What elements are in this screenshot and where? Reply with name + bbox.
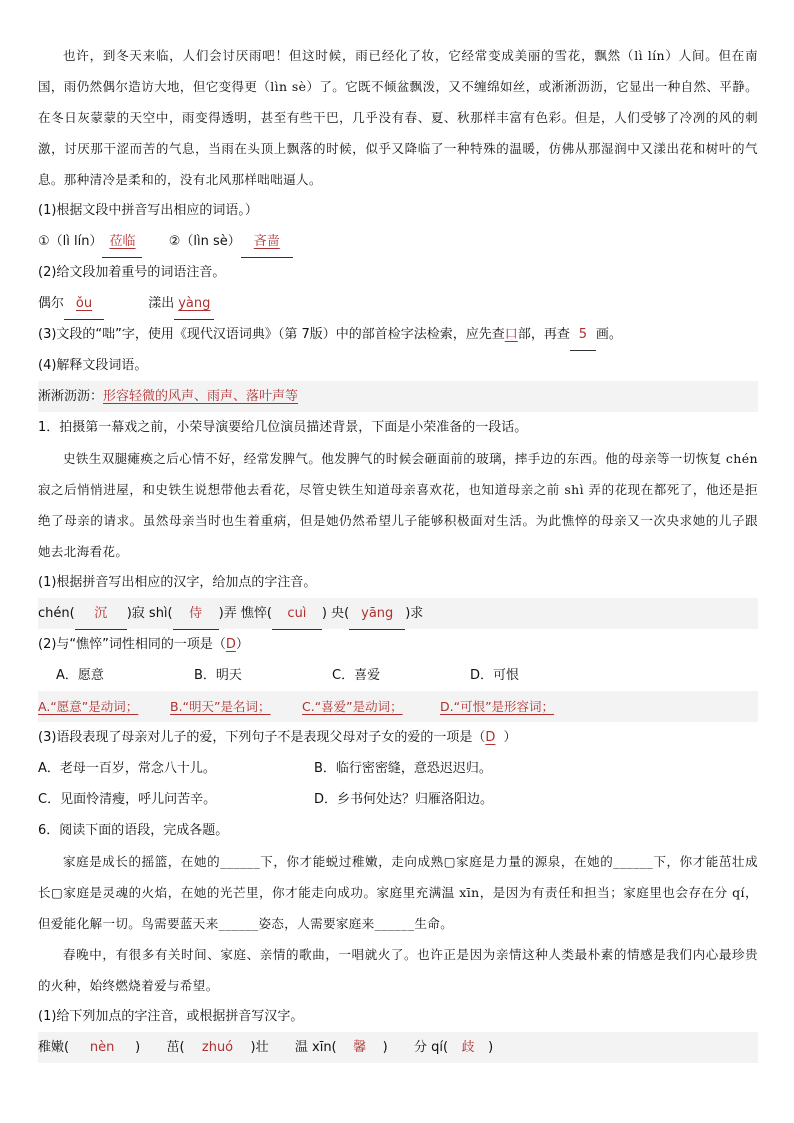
- q2-sub2-answer: D: [225, 637, 236, 652]
- q2-explain-a: A.“愿意”是动词；: [38, 699, 139, 714]
- q2-option-d[interactable]: D．可恨: [470, 668, 520, 683]
- q1-explain: 淅淅沥沥：形容轻微的风声、雨声、落叶声等: [38, 381, 758, 412]
- q1-sub3: (3)文段的“咄”字，使用《现代汉语词典》（第 7版）中的部首检字法检索，应先查口部，再查 5 画。: [38, 319, 758, 350]
- q2-explain: [38, 691, 758, 722]
- q1-sub1: (1)根据文段中拼音写出相应的词语。）: [38, 203, 258, 218]
- passage-mother: 史铁生双腿瘫痪之后心情不好，经常发脾气。他发脾气的时候会砸面前的玻璃，摔手边的东西。他的母亲等一切恢复 chén 寂之后悄悄进屋，和史铁生说想带他去看花，尽管史铁生知道母亲喜欢花，也知道母亲之前 shì 弄的花现在都死了，他还是拒绝了母亲的请求。虽然母亲当时也生着重病，但是她仍然希望儿子能够积极面对生活。为此憔悴的母亲又一次央求她的儿子跟她去北海看花。: [38, 451, 758, 559]
- q1-item2-answer: 吝啬: [241, 226, 293, 258]
- q1-sub4: (4)解释文段词语。: [38, 358, 148, 373]
- q3-fill-row: 稚嫩( nèn ) 茁( zhuó )壮 温 xīn( 馨 ) 分 qí( 歧 ): [38, 1032, 758, 1063]
- q2-fill3-answer: cuì: [272, 598, 322, 630]
- q2-fill2-answer: 侍: [173, 598, 219, 630]
- q1-word1: 偶尔: [38, 296, 65, 311]
- q1-sub3-answer-radical: 口: [504, 327, 518, 342]
- q2-option3-d[interactable]: D．乡书何处达？归雁洛阳边。: [314, 792, 494, 807]
- q3-title: 6．阅读下面的语段，完成各题。: [38, 823, 229, 838]
- q2-title: 1．拍摄第一幕戏之前，小荣导演要给几位演员描述背景，下面是小荣准备的一段话。: [38, 420, 528, 435]
- q1-word2-answer: yàng: [174, 288, 214, 320]
- q1-sub2: (2)给文段加着重号的词语注音。: [38, 265, 226, 280]
- q1-item2-num: ②: [168, 234, 181, 249]
- passage-rain: 也许，到冬天来临，人们会讨厌雨吧！但这时候，雨已经化了妆，它经常变成美丽的雪花，飘然（lì lín）人间。但在南国，雨仍然偶尔造访大地，但它变得更（lìn sè）了。它既不倾盆飘泼，又不缠绵如丝，或淅淅沥沥，它显出一种自然、平静。在冬日灰蒙蒙的天空中，雨变得透明，甚至有些干巴，几乎没有春、夏、秋那样丰富有色彩。但是，人们受够了冷冽的风的刺激，讨厌那干涩而苦的气息，当雨在头顶上飘落的时候，似乎又降临了一种特殊的温暖，仿佛从那湿润中又漾出花和树叶的气息。那种清冷是柔和的，没有北风那样咄咄逼人。: [38, 48, 758, 187]
- q3-fill3-answer: 馨: [353, 1040, 367, 1055]
- q2-sub2: (2)与“憔悴”词性相同的一项是（D）: [38, 637, 249, 652]
- q1-words: [38, 288, 758, 319]
- q3-fill2-answer: zhuó: [201, 1040, 234, 1055]
- q3-fill4-answer: 歧: [461, 1040, 475, 1055]
- q2-sub3: (3)语段表现了母亲对儿子的爱，下列句子不是表现父母对子女的爱的一项是（D ）: [38, 730, 517, 745]
- q1-item2-pinyin: （lìn sè）: [180, 234, 241, 249]
- q2-explain-b: B.“明天”是名词；: [170, 699, 271, 714]
- q2-sub3-answer: D: [485, 730, 496, 745]
- q1-sub3-answer-strokes: 5: [570, 319, 596, 351]
- q3-sub1: (1)给下列加点的字注音，或根据拼音写汉字。: [38, 1009, 304, 1024]
- q2-options3-row1: [38, 753, 758, 784]
- q3-fill1-answer: nèn: [89, 1040, 115, 1055]
- q1-item1-pinyin: （lì lín）: [49, 234, 103, 249]
- q2-options3-row2: [38, 784, 758, 815]
- q1-item1-num: ①: [38, 234, 50, 249]
- q2-options: [38, 660, 758, 691]
- q2-option-b[interactable]: B．明天: [194, 668, 242, 683]
- passage-family: 家庭是成长的摇篮，在她的______下，你才能蜕过稚嫩，走向成熟▢家庭是力量的源泉，在她的______下，你才能茁壮成长▢家庭是灵魂的火焰，在她的光芒里，你才能走向成功。家庭里充满温 xīn，是因为有责任和担当；家庭里也会存在分 qí，但爱能化解一切。鸟需要蓝天来______姿态，人需要家庭来______生命。: [38, 854, 758, 931]
- q2-option3-a[interactable]: A．老母一百岁，常念八十儿。: [38, 761, 216, 776]
- q2-option-a[interactable]: A．愿意: [56, 668, 104, 683]
- q1-item1-answer: 莅临: [102, 226, 142, 258]
- document-page: [38, 40, 758, 1063]
- q2-fill4-answer: yāng: [349, 598, 405, 630]
- q2-explain-d: D.“可恨”是形容词；: [440, 699, 555, 714]
- q2-sub1: (1)根据拼音写出相应的汉字，给加点的字注音。: [38, 575, 317, 590]
- q1-items: [38, 226, 758, 257]
- q1-word1-answer: ǒu: [64, 288, 104, 320]
- q2-option3-b[interactable]: B．临行密密缝，意恐迟迟归。: [314, 761, 492, 776]
- q2-fill-row: chén( 沉 )寂 shì( 侍 )弄 憔悴( cuì ) 央( yāng )求: [38, 598, 758, 629]
- passage-spring-gala: 春晚中，有很多有关时间、家庭、亲情的歌曲，一唱就火了。也许正是因为亲情这种人类最朴素的情感是我们内心最珍贵的火种，始终燃烧着爱与希望。: [38, 947, 758, 993]
- q2-fill1-answer: 沉: [75, 598, 127, 630]
- q2-option-c[interactable]: C．喜爱: [332, 668, 381, 683]
- q2-explain-c: C.“喜爱”是动词；: [302, 699, 403, 714]
- q1-explain-answer: 形容轻微的风声、雨声、落叶声等: [103, 389, 299, 404]
- q2-option3-c[interactable]: C．见面怜清瘦，呼儿问苦辛。: [38, 792, 217, 807]
- q1-word2: 漾出: [148, 296, 175, 311]
